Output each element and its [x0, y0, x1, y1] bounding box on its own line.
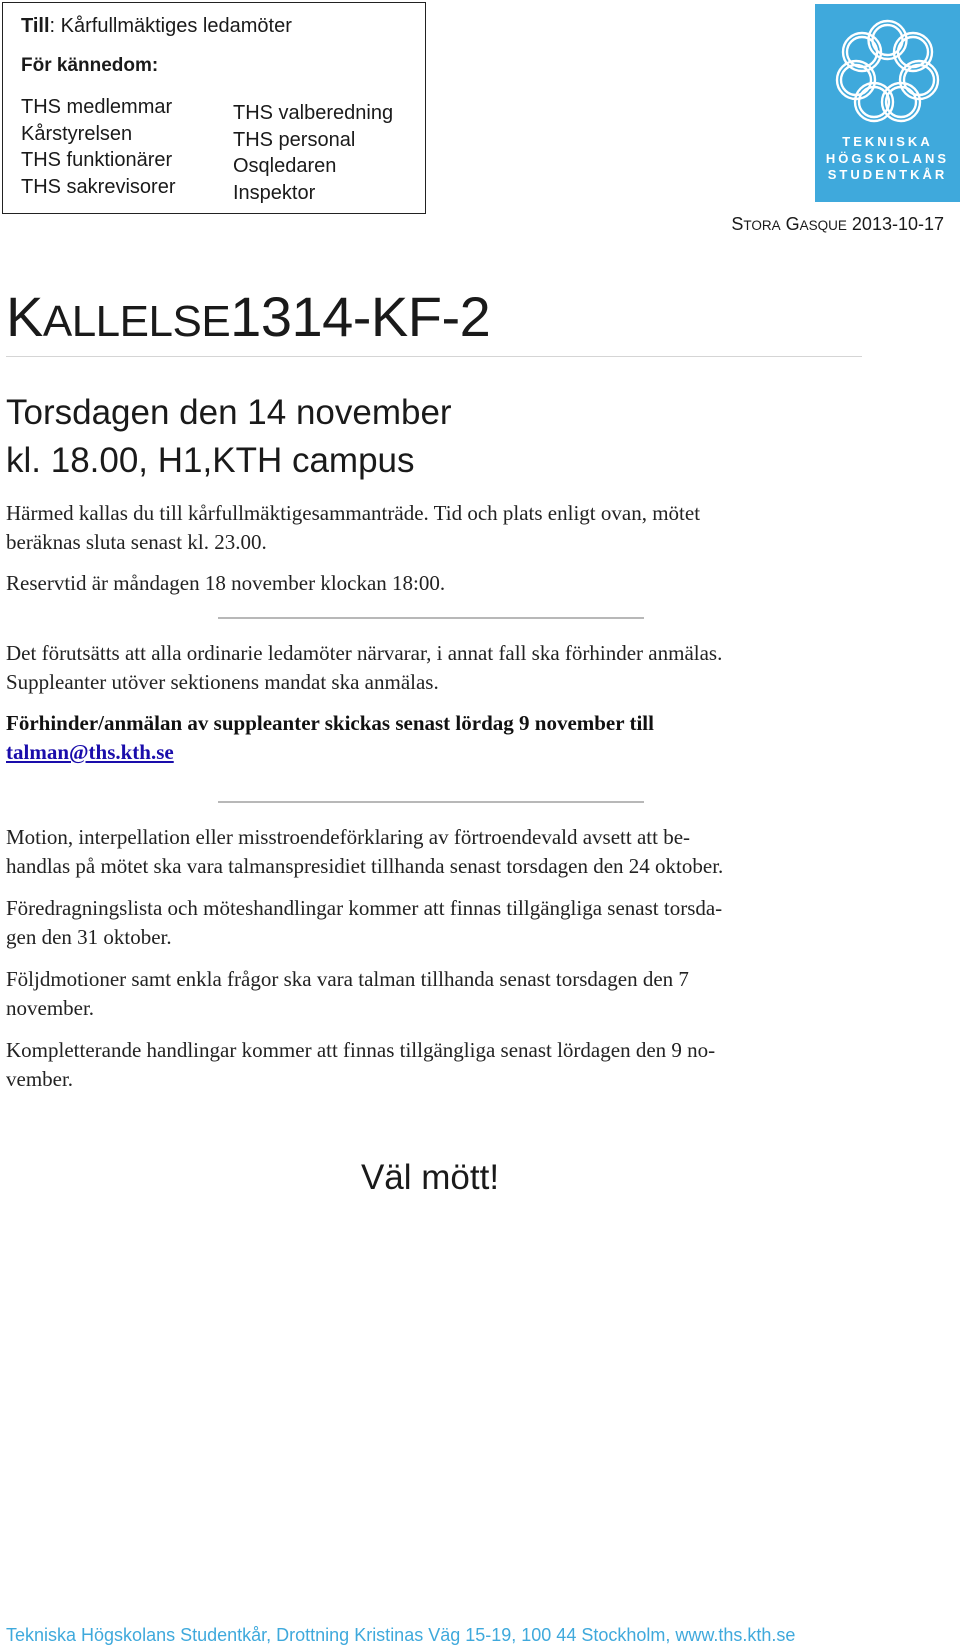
to-line: Till: Kårfullmäktiges ledamöter [21, 15, 292, 37]
attendance-paragraph [6, 639, 856, 697]
to-label: Till [21, 15, 50, 37]
text-line: vember. [6, 1067, 74, 1091]
reserve-time [6, 569, 856, 598]
meeting-place-date [731, 214, 944, 235]
ths-logo [815, 4, 960, 202]
cc-item: Osqledaren [233, 155, 337, 177]
text-line: gen den 31 oktober. [6, 925, 172, 949]
logo-line: STUDENTKÅR [827, 167, 948, 182]
title-small-caps: ALLELSE [42, 297, 231, 346]
text-line: Suppleanter utöver sektionens mandat ska anmälas. [6, 670, 439, 694]
document-date: 2013-10-17 [851, 214, 944, 234]
follow-up-deadline-paragraph [6, 965, 856, 1023]
supplementary-deadline-paragraph [6, 1036, 856, 1094]
cc-item: THS sakrevisorer [21, 175, 176, 198]
intro-paragraph [6, 499, 856, 557]
place-initial: G [785, 214, 800, 234]
logo-line: HÖGSKOLANS [825, 150, 950, 166]
motion-deadline-paragraph [6, 823, 856, 881]
recipient-box [2, 2, 426, 214]
place-rest: TORA [743, 218, 781, 233]
talman-email-link[interactable]: talman@ths.kth.se [6, 740, 174, 764]
text-line: Följdmotioner samt enkla frågor ska vara talman tillhanda senast torsdagen den 7 [6, 967, 689, 991]
cc-item: THS medlemmar [21, 96, 173, 118]
title-divider [6, 356, 862, 357]
title-initial: K [6, 285, 43, 348]
cc-list-right [233, 100, 393, 206]
section-divider [218, 801, 644, 803]
text-line: beräknas sluta senast kl. 23.00. [6, 530, 267, 554]
cc-item: THS personal [233, 128, 356, 151]
text-line: november. [6, 996, 95, 1020]
place-rest: ASQUE [799, 218, 847, 233]
text-line: Motion, interpellation eller misstroendeförklaring av förtroendevald avsett att be- [6, 825, 691, 849]
text-line: Kompletterande handlingar kommer att finnas tillgängliga senast lördagen den 9 no- [6, 1038, 716, 1062]
title-code: 1314-KF-2 [230, 285, 491, 348]
closing-greeting: Väl mött! [360, 1158, 500, 1197]
text-line: Härmed kallas du till kårfullmäktigesammanträde. Tid och plats enligt ovan, mötet [6, 501, 701, 525]
notice-paragraph [6, 709, 856, 767]
meeting-date-heading: Torsdagen den 14 november [6, 393, 452, 432]
text-line: Föredragningslista och möteshandlingar kommer att finnas tillgängliga senast torsda- [6, 896, 723, 920]
place-initial: S [731, 214, 744, 234]
meeting-time-place-heading: kl. 18.00, H1,KTH campus [6, 441, 415, 480]
text-line: Förhinder/anmälan av suppleanter skickas senast lördag 9 november till [6, 711, 654, 735]
section-divider [218, 617, 644, 619]
text-line: handlas på mötet ska vara talmanspresidiet tillhanda senast torsdagen den 24 oktober. [6, 854, 724, 878]
cc-item: THS funktionärer [21, 149, 173, 171]
document-title [6, 287, 490, 352]
text-line: Det förutsätts att alla ordinarie ledamöter närvarar, i annat fall ska förhinder anmälas. [6, 641, 723, 665]
to-value: Kårfullmäktiges ledamöter [60, 15, 292, 37]
interlocking-rings-logo-icon [815, 4, 960, 134]
logo-text [815, 134, 960, 184]
cc-title: För kännedom: [21, 55, 159, 76]
cc-item: Kårstyrelsen [21, 122, 133, 145]
agenda-deadline-paragraph [6, 894, 856, 952]
text-line: Reservtid är måndagen 18 november klockan 18:00. [6, 571, 446, 595]
cc-item: Inspektor [233, 181, 316, 204]
cc-list-left [21, 94, 175, 200]
logo-line: TEKNISKA [842, 134, 933, 149]
footer-address: Tekniska Högskolans Studentkår, Drottning Kristinas Väg 15-19, 100 44 Stockholm, www.ths.kth.se [6, 1625, 796, 1645]
cc-item: THS valberedning [233, 102, 394, 124]
